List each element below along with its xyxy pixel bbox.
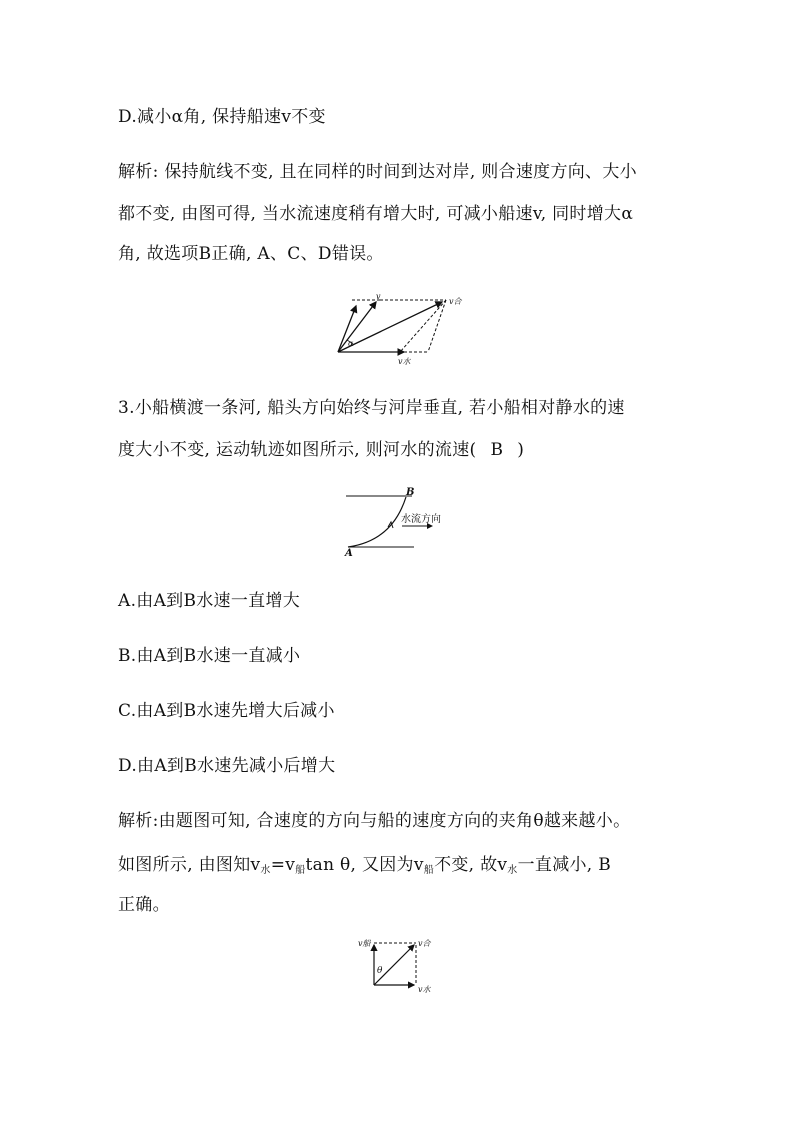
- analysis2-line3: 正确。: [118, 895, 170, 915]
- fig2-label-a: A: [345, 548, 353, 559]
- fig3-theta-label: θ: [377, 966, 383, 976]
- fig3-v-he-label: v合: [418, 939, 431, 948]
- fig1-v-he-label: v合: [449, 297, 462, 306]
- prev-option-d: D.减小α角, 保持船速v不变: [118, 107, 326, 127]
- analysis1-line3: 角, 故选项B正确, A、C、D错误。: [118, 244, 384, 264]
- fig1-v-label: v: [376, 292, 381, 301]
- velocity-parallelogram-figure: [330, 288, 470, 370]
- trajectory-curve: [348, 497, 406, 547]
- question3-line2: 度大小不变, 运动轨迹如图所示, 则河水的流速( B ): [118, 440, 525, 460]
- v-he-arrow: [374, 945, 414, 985]
- analysis1-line1: 解析: 保持航线不变, 且在同样的时间到达对岸, 则合速度方向、大小: [118, 162, 637, 182]
- fig2-label-b: B: [406, 487, 415, 498]
- fig2-flow-label: 水流方向: [401, 514, 441, 525]
- answer-mark: B: [490, 440, 504, 460]
- question3-line1: 3.小船横渡一条河, 船头方向始终与河岸垂直, 若小船相对静水的速: [118, 398, 625, 418]
- fig3-v-chuan-label: v船: [358, 939, 371, 948]
- analysis2-line2: 如图所示, 由图知$v_水=v_船\tan$ θ, 又因为$v_船$不变, 故$v_水$一直减小, B: [118, 855, 612, 876]
- analysis1-line2: 都不变, 由图可得, 当水流速度稍有增大时, 可减小船速v, 同时增大α: [118, 204, 634, 224]
- option-c: C.由A到B水速先增大后减小: [118, 701, 335, 721]
- analysis2-line1: 解析:由题图可知, 合速度的方向与船的速度方向的夹角θ越来越小。: [118, 811, 631, 831]
- option-b: B.由A到B水速一直减小: [118, 646, 301, 666]
- fig3-v-shui-label: v水: [418, 985, 431, 994]
- option-a: A.由A到B水速一直增大: [118, 591, 301, 611]
- option-d: D.由A到B水速先减小后增大: [118, 756, 336, 776]
- river-trajectory-figure: [340, 484, 450, 570]
- fig1-v-shui-label: v水: [398, 357, 411, 366]
- v-arrow: [338, 302, 376, 352]
- fig1-alpha-label: α: [348, 339, 354, 348]
- velocity-rectangle-figure: [356, 935, 440, 997]
